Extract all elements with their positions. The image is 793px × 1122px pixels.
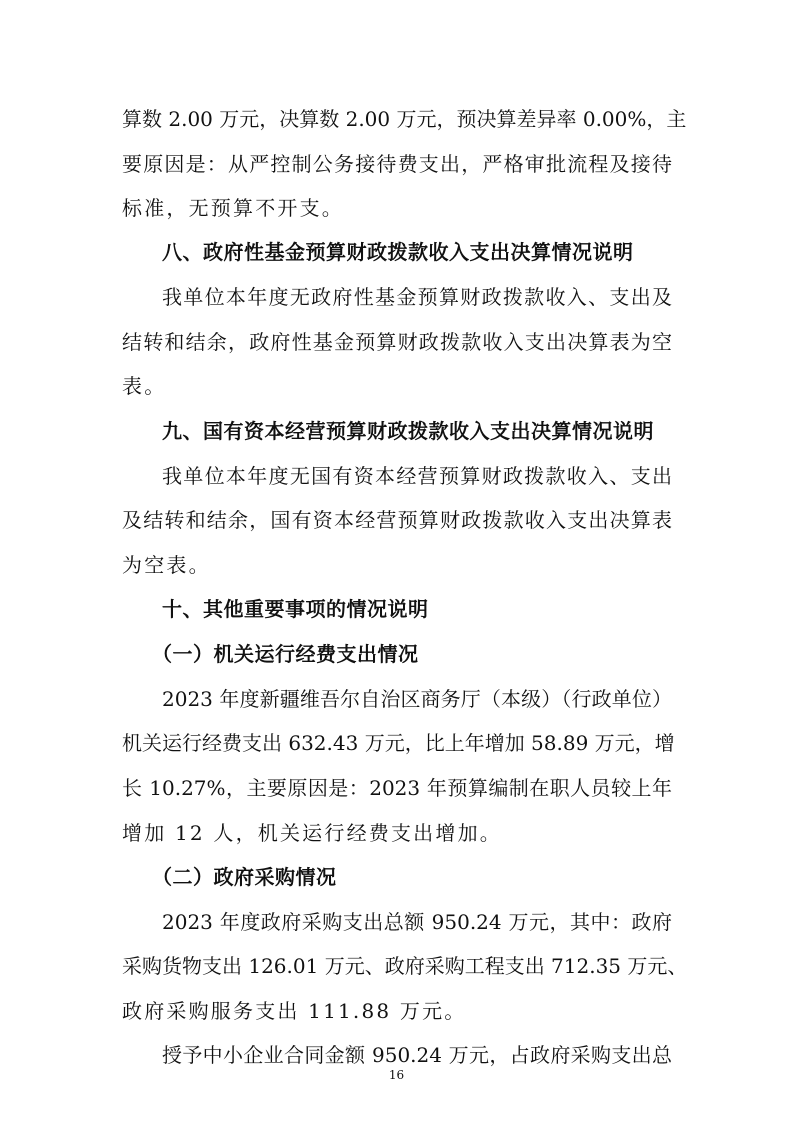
paragraph-line: 算数 2.00 万元，决算数 2.00 万元，预决算差异率 0.00%，主 [122,107,687,131]
paragraph-line: 长 10.27%，主要原因是：2023 年预算编制在职人员较上年 [122,776,672,800]
paragraph-line: 表。 [122,374,167,398]
section-heading-9: 九、国有资本经营预算财政拨款收入支出决算情况说明 [162,419,654,443]
paragraph-line: 我单位本年度无国有资本经营预算财政拨款收入、支出 [162,464,672,488]
paragraph-line: 为空表。 [122,553,211,577]
paragraph-line: 增加 12 人，机关运行经费支出增加。 [122,821,502,845]
paragraph-line: 结转和结余，政府性基金预算财政拨款收入支出决算表为空 [122,330,672,354]
paragraph-line: 2023 年度政府采购支出总额 950.24 万元，其中：政府 [162,910,672,934]
paragraph-line: 政府采购服务支出 111.88 万元。 [122,999,467,1023]
section-heading-10: 十、其他重要事项的情况说明 [162,597,429,621]
paragraph-line: 授予中小企业合同金额 950.24 万元，占政府采购支出总 [162,1043,672,1067]
page-number: 16 [388,1068,405,1082]
section-heading-8: 八、政府性基金预算财政拨款收入支出决算情况说明 [162,240,634,264]
paragraph-line: 标准，无预算不开支。 [122,196,344,220]
subsection-heading-1: （一）机关运行经费支出情况 [152,642,419,666]
paragraph-line: 机关运行经费支出 632.43 万元，比上年增加 58.89 万元，增 [122,731,675,755]
paragraph-line: 要原因是：从严控制公务接待费支出，严格审批流程及接待 [122,152,672,176]
subsection-heading-2: （二）政府采购情况 [152,865,337,889]
paragraph-line: 我单位本年度无政府性基金预算财政拨款收入、支出及 [162,285,672,309]
paragraph-line: 及结转和结余，国有资本经营预算财政拨款收入支出决算表 [122,508,672,532]
paragraph-line: 采购货物支出 126.01 万元、政府采购工程支出 712.35 万元、 [122,954,688,978]
paragraph-line: 2023 年度新疆维吾尔自治区商务厅（本级）（行政单位） [162,687,672,711]
